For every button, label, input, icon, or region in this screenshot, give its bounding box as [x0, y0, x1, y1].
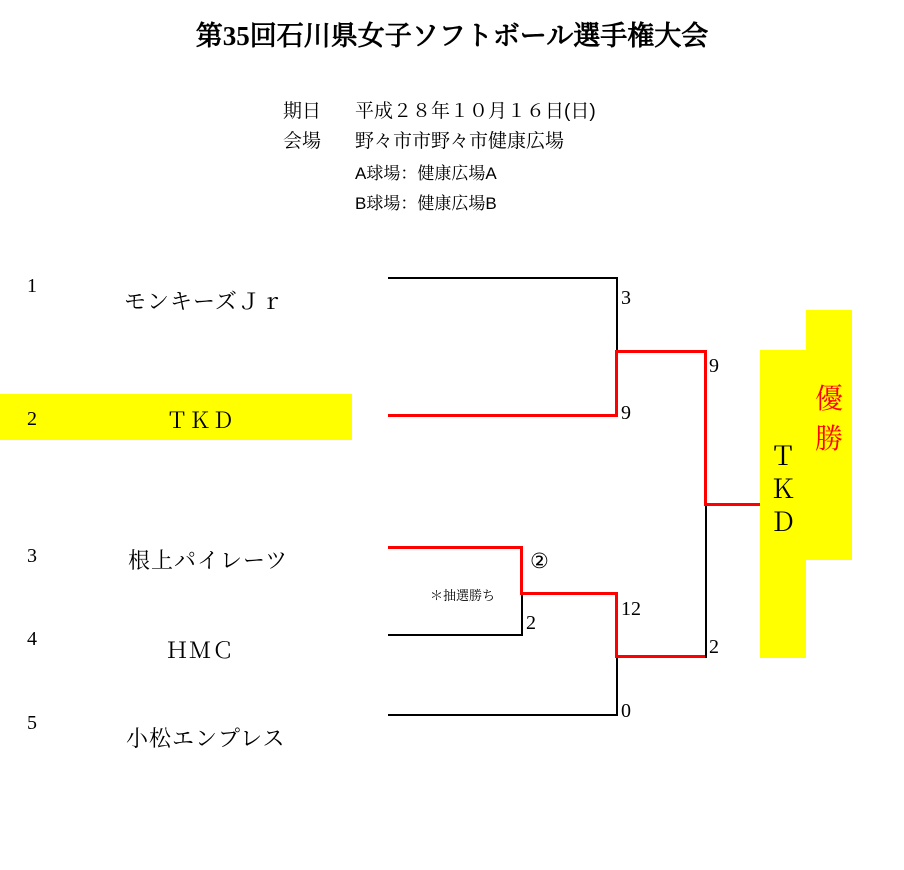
bracket-line-seed5	[388, 714, 618, 716]
score-semi-upper: 9	[709, 355, 719, 377]
champion-team-name	[760, 440, 806, 539]
seed-number-3: 3	[27, 545, 37, 567]
bracket-line-seed1	[388, 277, 618, 279]
bracket-line-seed2-winner	[388, 414, 618, 417]
seed-number-2: 2	[27, 408, 37, 430]
bracket-line-semi-lower-winner	[615, 655, 707, 658]
bracket-line-gameA-winner	[615, 350, 707, 353]
bracket-line-gameB-winner	[520, 592, 618, 595]
bracket-vertical-gameA-bottom	[615, 350, 618, 417]
champion-team-char-1: Ｔ	[769, 442, 796, 471]
score-round1-top: 3	[621, 287, 631, 309]
score-round1-hmc: 2	[526, 612, 536, 634]
champion-label-char-2: 勝	[814, 424, 843, 455]
bracket-vertical-gameB-red	[520, 546, 523, 594]
champion-team-char-2: Ｋ	[769, 475, 796, 504]
team-name-4: ＨＭＣ	[166, 638, 236, 663]
page-title: 第35回石川県女子ソフトボール選手権大会	[195, 21, 709, 51]
info-place-label: 会場	[283, 131, 322, 152]
bracket-vertical-gameA-top	[616, 277, 618, 355]
info-place-value: 野々市市野々市健康広場	[355, 131, 565, 152]
bracket-line-seed3-winner	[388, 546, 522, 549]
info-date-value: 平成２８年１０月１６日(日)	[355, 101, 596, 122]
team-name-1: モンキーズＪｒ	[124, 289, 284, 314]
bracket-line-champion	[704, 503, 762, 506]
note-lottery-win: ＊抽選勝ち	[430, 588, 496, 603]
bracket-vertical-final-red	[704, 350, 707, 505]
champion-label-char-1: 優	[814, 384, 843, 415]
info-field-a: A球場：健康広場A	[355, 164, 497, 183]
bracket-vertical-semi-lower-red	[615, 592, 618, 658]
info-date-label: 期日	[283, 101, 322, 122]
team-name-3: 根上パイレーツ	[128, 548, 289, 573]
champion-team-char-3: Ｄ	[769, 508, 796, 537]
note-bracket-marker: ②	[530, 550, 549, 573]
bracket-line-seed4	[388, 634, 522, 636]
score-round1-empress: 0	[621, 700, 631, 722]
seed-number-5: 5	[27, 712, 37, 734]
score-round1-tkd: 9	[621, 402, 631, 424]
score-final-lower: 2	[709, 636, 719, 658]
seed-number-4: 4	[27, 628, 37, 650]
champion-label	[806, 380, 852, 460]
seed-number-1: 1	[27, 275, 37, 297]
score-semi-lower: 12	[621, 598, 641, 620]
info-field-b: B球場：健康広場B	[355, 194, 497, 213]
team-name-5: 小松エンプレス	[126, 726, 286, 751]
team-name-2: ＴＫＤ	[166, 408, 236, 433]
